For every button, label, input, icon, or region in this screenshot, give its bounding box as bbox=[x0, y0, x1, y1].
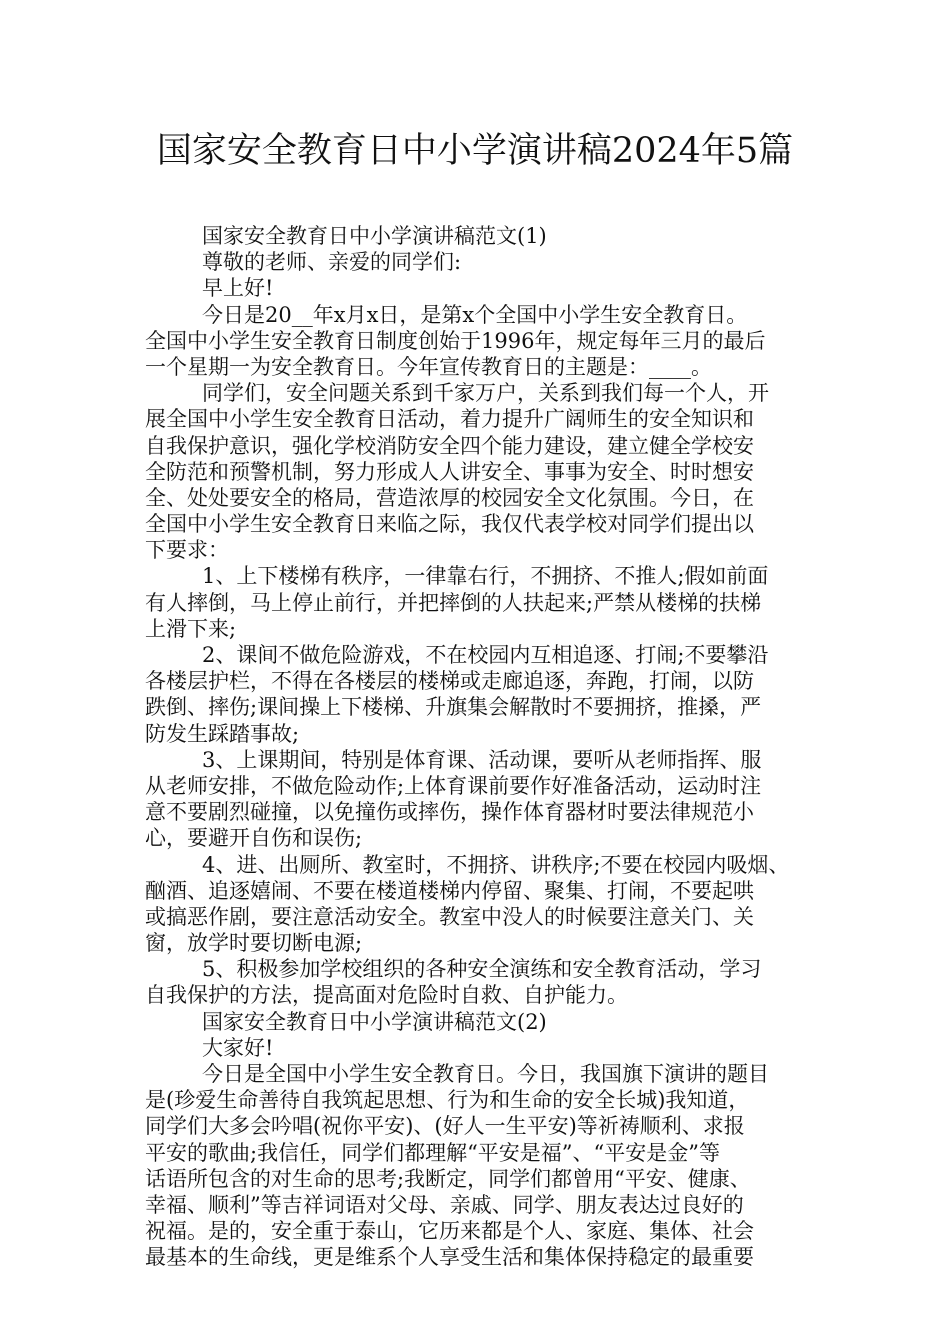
text-line: 一个星期一为安全教育日。今年宣传教育日的主题是：____。 bbox=[145, 354, 712, 379]
text-line: 3、上课期间，特别是体育课、活动课，要听从老师指挥、服 bbox=[202, 747, 762, 772]
text-line: 国家安全教育日中小学演讲稿范文(2) bbox=[202, 1009, 547, 1034]
text-line: 国家安全教育日中小学演讲稿范文(1) bbox=[202, 224, 547, 248]
text-line: 窗，放学时要切断电源; bbox=[145, 931, 363, 956]
text-line: 展全国中小学生安全教育日活动，着力提升广阔师生的安全知识和 bbox=[145, 407, 754, 432]
text-line: 自我保护的方法，提高面对危险时自救、自护能力。 bbox=[145, 983, 628, 1008]
document-body bbox=[145, 223, 805, 1271]
text-line: 从老师安排，不做危险动作;上体育课前要作好准备活动，运动时注 bbox=[145, 773, 762, 798]
text-line: 平安的歌曲;我信任，同学们都理解“平安是福”、“平安是金”等 bbox=[145, 1140, 721, 1165]
text-line: 4、进、出厕所、教室时，不拥挤、讲秩序;不要在校园内吸烟、 bbox=[202, 852, 790, 877]
text-line: 大家好! bbox=[202, 1035, 274, 1060]
text-line: 全国中小学生安全教育日来临之际，我仅代表学校对同学们提出以 bbox=[145, 512, 754, 537]
text-line: 意不要剧烈碰撞，以免撞伤或摔伤，操作体育器材时要法律规范小 bbox=[145, 800, 754, 825]
text-line: 幸福、顺利”等吉祥词语对父母、亲戚、同学、朋友表达过良好的 bbox=[145, 1192, 744, 1217]
text-line: 同学们，安全问题关系到千家万户，关系到我们每一个人，开 bbox=[202, 381, 769, 406]
text-line: 酗酒、追逐嬉闹、不要在楼道楼梯内停留、聚集、打闹，不要起哄 bbox=[145, 878, 754, 903]
text-line: 早上好! bbox=[202, 276, 274, 301]
text-line: 跌倒、摔伤;课间操上下楼梯、升旗集会解散时不要拥挤，推搡，严 bbox=[145, 695, 762, 720]
text-line: 今日是全国中小学生安全教育日。今日，我国旗下演讲的题目 bbox=[202, 1062, 769, 1086]
text-line: 5、积极参加学校组织的各种安全演练和安全教育活动，学习 bbox=[202, 957, 762, 982]
text-line: 同学们大多会吟唱(祝你平安)、(好人一生平安)等祈祷顺利、求报 bbox=[145, 1114, 745, 1139]
text-line: 2、课间不做危险游戏，不在校园内互相追逐、打闹;不要攀沿 bbox=[202, 643, 769, 667]
text-line: 是(珍爱生命善待自我筑起思想、行为和生命的安全长城)我知道， bbox=[145, 1088, 750, 1113]
text-line: 各楼层护栏，不得在各楼层的楼梯或走廊追逐，奔跑，打闹，以防 bbox=[145, 669, 754, 694]
text-line: 防发生踩踏事故; bbox=[145, 721, 300, 746]
text-line: 下要求： bbox=[145, 538, 229, 563]
document-title: 国家安全教育日中小学演讲稿2024年5篇 bbox=[156, 131, 794, 171]
text-line: 1、上下楼梯有秩序，一律靠右行，不拥挤、不推人;假如前面 bbox=[202, 564, 769, 589]
text-line: 祝福。是的，安全重于泰山，它历来都是个人、家庭、集体、社会 bbox=[145, 1219, 754, 1244]
text-line: 心，要避开自伤和误伤; bbox=[145, 826, 363, 851]
text-line: 上滑下来; bbox=[145, 616, 237, 641]
text-line: 或搞恶作剧，要注意活动安全。教室中没人的时候要注意关门、关 bbox=[145, 904, 754, 929]
text-line: 全国中小学生安全教育日制度创始于1996年，规定每年三月的最后 bbox=[145, 328, 766, 353]
text-line: 话语所包含的对生命的思考;我断定，同学们都曾用“平安、健康、 bbox=[145, 1166, 751, 1191]
text-line: 全防范和预警机制，努力形成人人讲安全、事事为安全、时时想安 bbox=[145, 459, 754, 484]
text-line: 最基本的生命线，更是维系个人享受生活和集体保持稳定的最重要 bbox=[145, 1245, 754, 1270]
text-line: 尊敬的老师、亲爱的同学们: bbox=[202, 250, 462, 275]
text-line: 全、处处要安全的格局，营造浓厚的校园安全文化氛围。今日，在 bbox=[145, 485, 754, 510]
text-line: 今日是20__年x月x日，是第x个全国中小学生安全教育日。 bbox=[202, 302, 748, 327]
text-line: 有人摔倒，马上停止前行，并把摔倒的人扶起来;严禁从楼梯的扶梯 bbox=[145, 590, 762, 615]
text-line: 自我保护意识，强化学校消防安全四个能力建设，建立健全学校安 bbox=[145, 433, 754, 458]
